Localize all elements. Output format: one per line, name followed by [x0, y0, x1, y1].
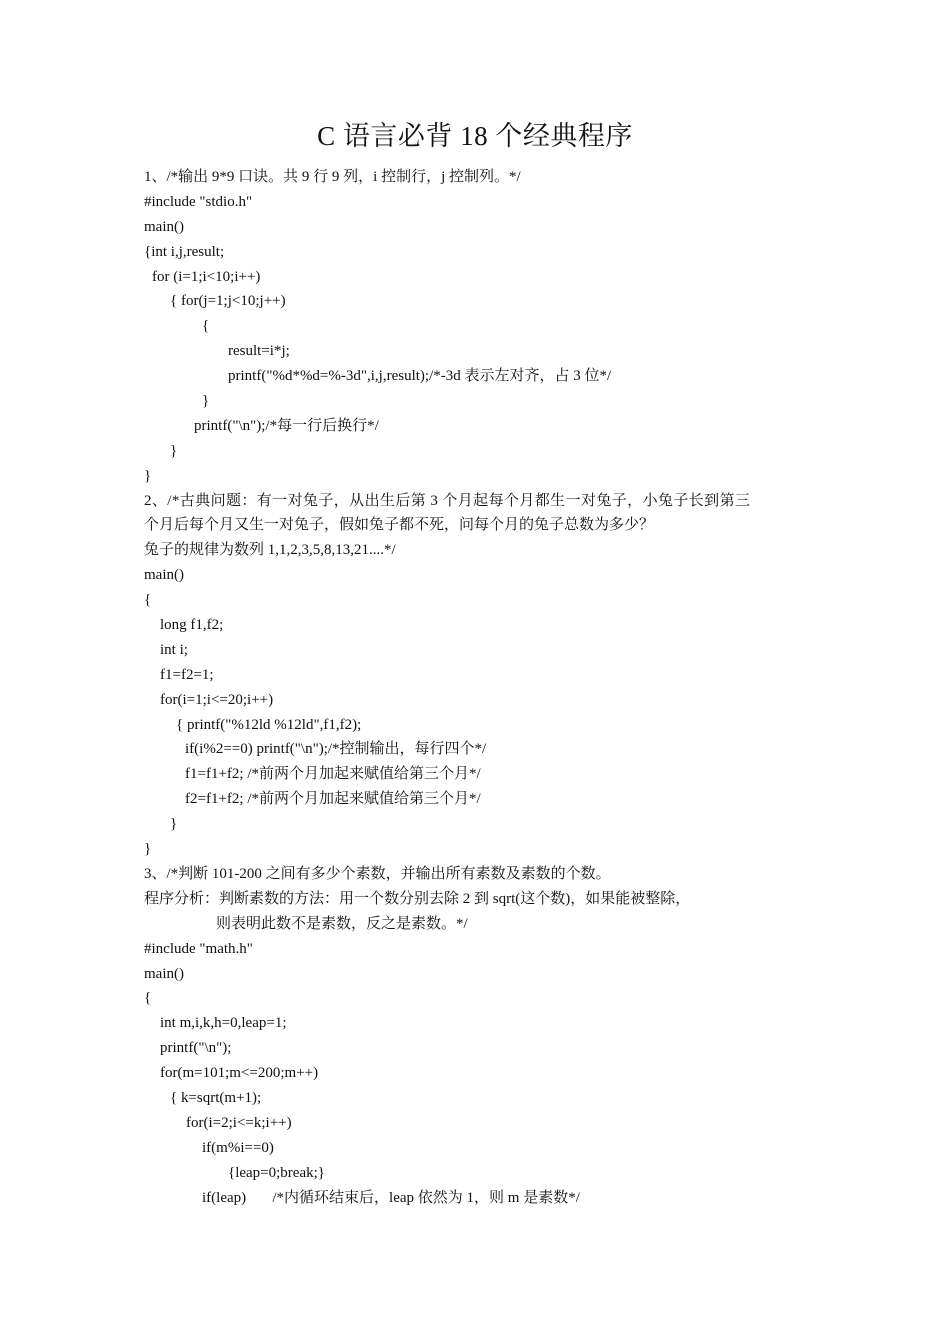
text-line: result=i*j;	[228, 343, 290, 360]
text-line: printf("%d*%d=%-3d",i,j,result);/*-3d 表示左对齐，占 3 位*/	[228, 368, 612, 385]
text-line: }	[144, 467, 152, 484]
text-line: }	[144, 841, 152, 858]
text-line: int i;	[160, 641, 188, 658]
text-line: f1=f1+f2; /*前两个月加起来赋值给第三个月*/	[185, 766, 481, 783]
text-line: 个月后每个月又生一对兔子，假如兔子都不死，问每个月的兔子总数为多少？	[144, 517, 655, 534]
text-line: int m,i,k,h=0,leap=1;	[160, 1015, 287, 1032]
text-line: { printf("%12ld %12ld",f1,f2);	[176, 716, 362, 733]
text-line: {	[144, 592, 152, 609]
document-body	[144, 165, 824, 1210]
text-line: }	[202, 393, 210, 410]
text-line: main()	[144, 567, 184, 584]
text-line: if(m%i==0)	[202, 1139, 274, 1156]
text-line: {leap=0;break;}	[228, 1164, 325, 1181]
text-line: 则表明此数不是素数，反之是素数。*/	[216, 915, 468, 932]
text-line: main()	[144, 218, 184, 235]
text-line: printf("\n");	[160, 1040, 232, 1057]
text-line: {	[144, 990, 152, 1007]
text-line: 1、/*输出 9*9 口诀。共 9 行 9 列，i 控制行，j 控制列。*/	[144, 169, 521, 185]
text-line: if(i%2==0) printf("\n");/*控制输出，每行四个*/	[185, 741, 487, 758]
text-line: #include "stdio.h"	[144, 193, 253, 210]
text-line: 兔子的规律为数列 1,1,2,3,5,8,13,21....*/	[144, 542, 396, 559]
text-line: main()	[144, 965, 184, 982]
text-line: for(i=2;i<=k;i++)	[186, 1114, 292, 1131]
text-line: for(m=101;m<=200;m++)	[160, 1065, 319, 1082]
text-line: }	[170, 816, 178, 833]
text-line: { for(j=1;j<10;j++)	[170, 293, 286, 310]
text-line: 2、/*古典问题：有一对兔子，从出生后第 3 个月起每个月都生一对兔子，小兔子长到第三	[144, 492, 751, 509]
text-line: if(leap) /*内循环结束后，leap 依然为 1，则 m 是素数*/	[202, 1189, 580, 1206]
text-line: }	[170, 442, 178, 459]
text-line: #include "math.h"	[144, 940, 253, 957]
text-line: 3、/*判断 101-200 之间有多少个素数，并输出所有素数及素数的个数。	[144, 865, 611, 882]
text-line: printf("\n");/*每一行后换行*/	[194, 417, 379, 434]
text-line: long f1,f2;	[160, 617, 224, 634]
text-line: for (i=1;i<10;i++)	[152, 268, 261, 285]
text-line: 程序分析：判断素数的方法：用一个数分别去除 2 到 sqrt(这个数)，如果能被整除，	[144, 890, 691, 907]
text-line: for(i=1;i<=20;i++)	[160, 691, 274, 708]
text-line: {	[202, 318, 210, 335]
page-title: C 语言必背 18 个经典程序	[317, 121, 633, 151]
text-line: {int i,j,result;	[144, 243, 225, 260]
text-line: f1=f2=1;	[160, 666, 214, 683]
text-line: { k=sqrt(m+1);	[170, 1089, 262, 1106]
text-line: f2=f1+f2; /*前两个月加起来赋值给第三个月*/	[185, 791, 481, 808]
